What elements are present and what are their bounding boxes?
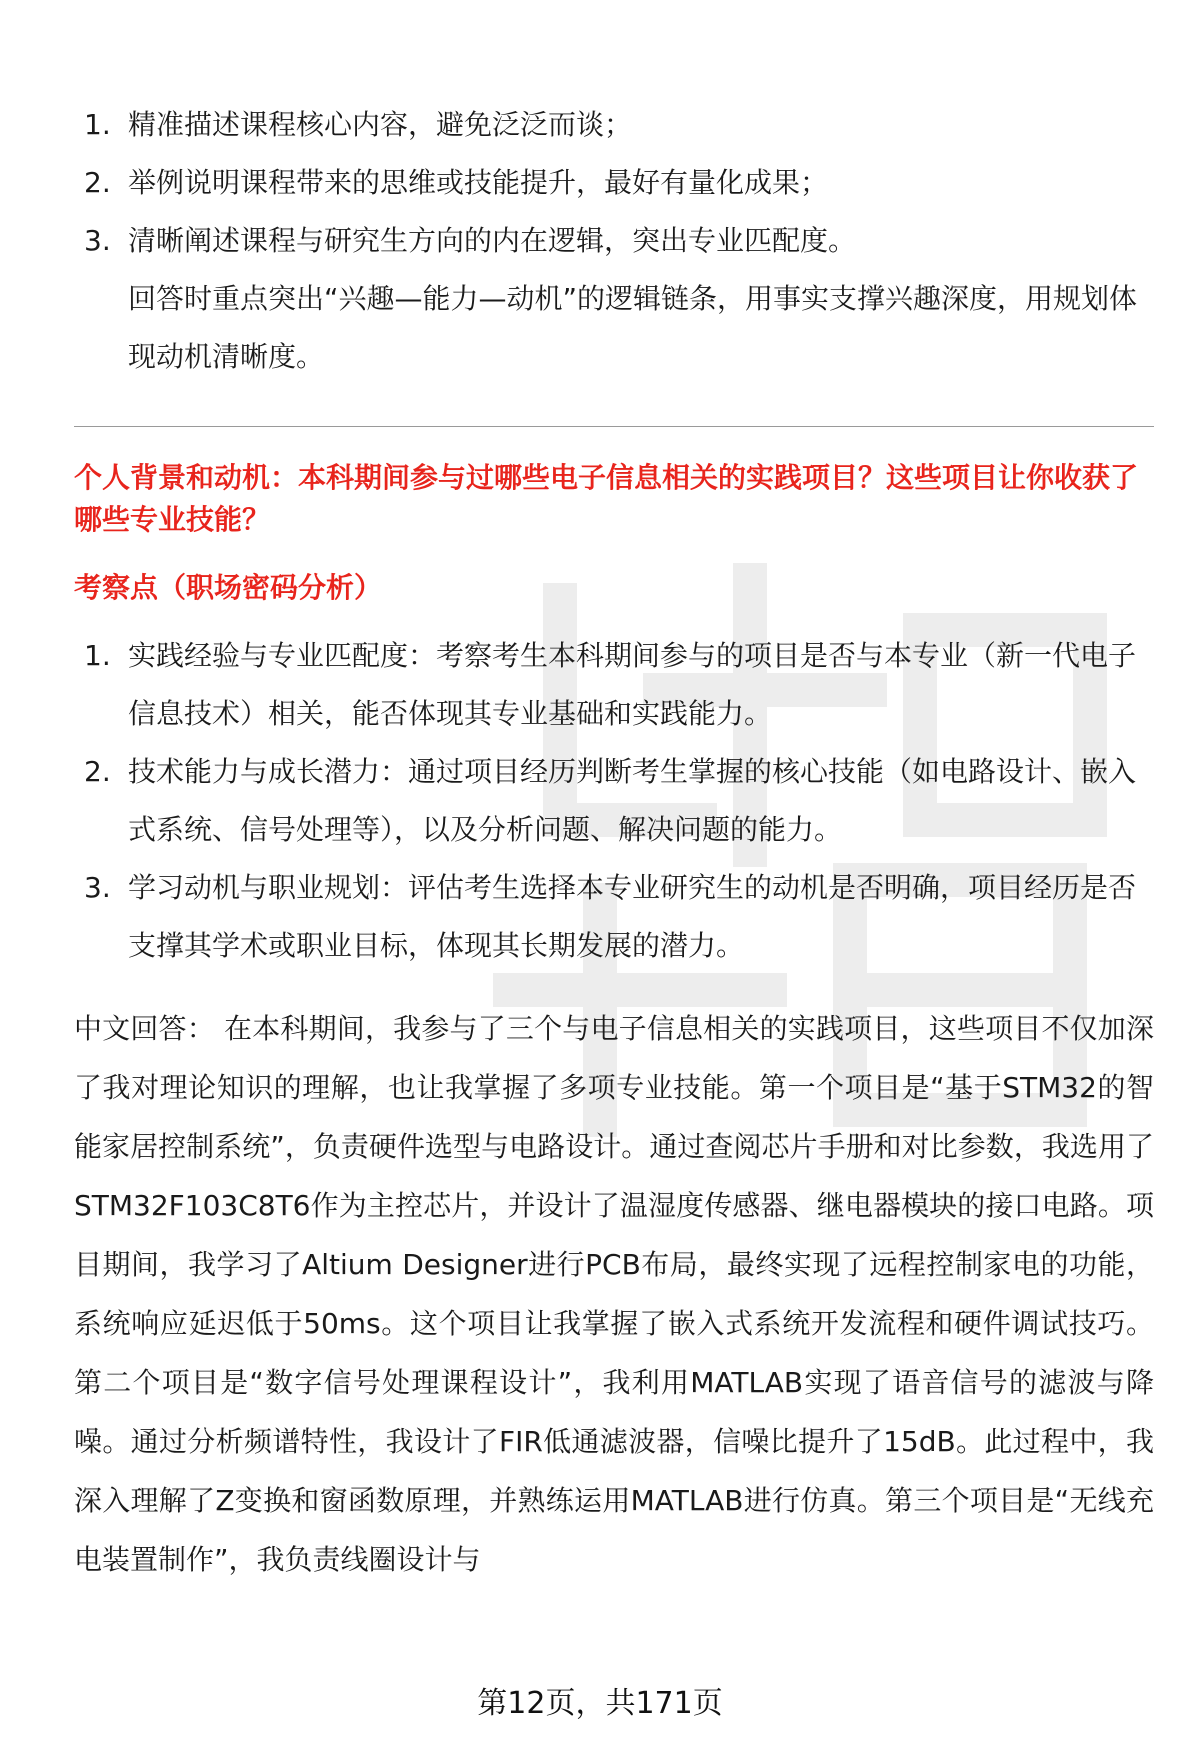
list-number: 2. [84, 166, 111, 199]
list-item [74, 743, 1154, 859]
assessment-subheading: 考察点（职场密码分析） [74, 571, 383, 604]
list-number: 3. [84, 224, 111, 257]
list-number: 1. [84, 108, 111, 141]
question-heading: 个人背景和动机：本科期间参与过哪些电子信息相关的实践项目？这些项目让你收获了哪些专业技能？ [74, 461, 1139, 536]
list-item [74, 96, 1154, 154]
summary-paragraph: 回答时重点突出“兴趣—能力—动机”的逻辑链条，用事实支撑兴趣深度，用规划体现动机清晰度。 [128, 282, 1138, 373]
list-text: 精准描述课程核心内容，避免泛泛而谈； [128, 108, 633, 141]
assessment-list [74, 627, 1154, 975]
section-divider [74, 426, 1154, 427]
list-item [74, 627, 1154, 743]
list-item [74, 212, 1154, 270]
list-number: 3. [84, 871, 111, 904]
list-item [74, 859, 1154, 975]
list-number: 1. [84, 639, 111, 672]
list-text: 举例说明课程带来的思维或技能提升，最好有量化成果； [128, 166, 829, 199]
answer-paragraph: 中文回答： 在本科期间，我参与了三个与电子信息相关的实践项目，这些项目不仅加深了我对理论知识的理解，也让我掌握了多项专业技能。第一个项目是“基于STM32的智能家居控制系统”，负责硬件选型与电路设计。通过查阅芯片手册和对比参数，我选用了STM32F103C8T6作为主控芯片，并设计了温湿度传感器、继电器模块的接口电路。项目期间，我学习了Altium Designer进行PCB布局，最终实现了远程控制家电的功能，系统响应延迟低于50ms。这个项目让我掌握了嵌入式系统开发流程和硬件调试技巧。第二个项目是“数字信号处理课程设计”，我利用MATLAB实现了语音信号的滤波与降噪。通过分析频谱特性，我设计了FIR低通滤波器，信噪比提升了15dB。此过程中，我深入理解了Z变换和窗函数原理，并熟练运用MATLAB进行仿真。第三个项目是“无线充电装置制作”，我负责线圈设计与 [74, 1012, 1154, 1576]
page-number-footer: 第12页，共171页 [477, 1686, 723, 1721]
page-content [74, 96, 1154, 1589]
list-number: 2. [84, 755, 111, 788]
list-text: 学习动机与职业规划：评估考生选择本专业研究生的动机是否明确，项目经历是否支撑其学术或职业目标，体现其长期发展的潜力。 [128, 871, 1137, 962]
list-text: 技术能力与成长潜力：通过项目经历判断考生掌握的核心技能（如电路设计、嵌入式系统、信号处理等），以及分析问题、解决问题的能力。 [128, 755, 1137, 846]
list-item [74, 154, 1154, 212]
list-text: 实践经验与专业匹配度：考察考生本科期间参与的项目是否与本专业（新一代电子信息技术）相关，能否体现其专业基础和实践能力。 [128, 639, 1137, 730]
list-text: 清晰阐述课程与研究生方向的内在逻辑，突出专业匹配度。 [128, 224, 857, 257]
tips-list [74, 96, 1154, 270]
